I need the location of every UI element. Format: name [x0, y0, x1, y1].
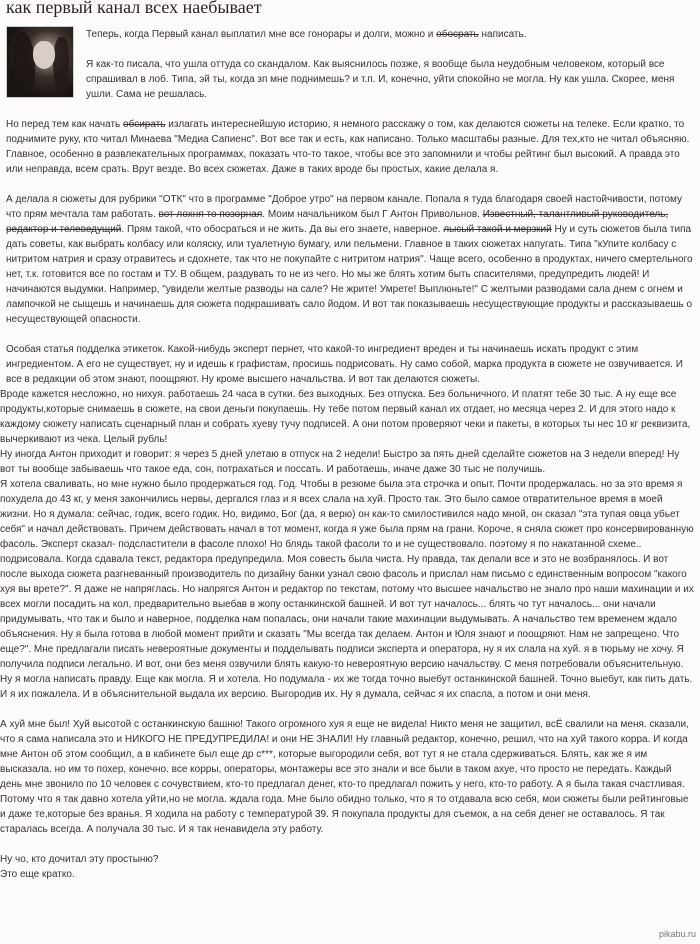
paragraph: А делала я сюжеты для рубрики "ОТК" что в программе "Доброе утро" на первом канале. Попала я туда благодаря своей настойчивости, потому что прям мечтала там работать. вот лохня то позорная. Моим начальником был Г Антон Привольнов. Известный, талантливый руководитель, редактор и телеведущий. Прям такой, что обосраться и не жить. Да вы его знаете, наверное. лысый такой и мерзкий Ну и суть сюжетов была типа дать советы, как выбрать колбасу или коляску, или туалетную бумагу, или пельмени. Главное в таких сюжетах напугать. Типа "кУпите колбасу с нитритом натрия и сразу отравитесь и сдохнете, так что не покупайте с нитритом натрия". Чаще всего, особенно в продуктах, ничего смертельного нет, т.к. готовится все по гостам и ТУ. В общем, раздувать то не из чего. Но мы же блять хотим быть спасителями, предупредить людей! И начинаются выдумки. Например, "увидели желтые разводы на сале? Не жрите! Умрете! Выплюньте!" С желтыми разводами сала днем с огнем и лампочкой не сыщешь и начинаешь для сюжета подкрашивать сало йодом. И вот так показываешь несуществующие продукты и рассказываешь о несуществующей опасности.	[6, 194, 693, 325]
paragraph: Особая статья подделка этикеток. Какой-нибудь эксперт пернет, что какой-то ингредиент вреден и ты начинаешь искать продукт с этим ингредиентом. А его не существует, ну и идешь к графистам, просишь подрисовать. Ну само собой, марка продукта в сюжете не озвучивается. И все в редакции об этом знают, поощряют. Ну кроме высшего начальства. И вот так делаются сюжеты.	[6, 344, 683, 385]
paragraph: Но перед тем как начать обсирать излагать интереснейшую историю, я немного расскажу о том, как делаются сюжеты на телеке. Если кратко, то поднимите руку, кто читал Минаева "Медиа Сапиенс". Вот все так и есть, как написано. Только масштабы разные. Для тех,кто не читал объясняю. Главное, особенно в развлекательных программах, показать что-то такое, чтобы все это запомнили и чтобы рейтинг был высокий. А правда это или неправда, всем срать. Врут везде. Во всех сюжетах. Даже в таких вроде бы простых, какие делала я.	[6, 119, 690, 175]
paragraph: Ну чо, кто дочитал эту простыню?	[0, 854, 159, 865]
post-body	[0, 26, 696, 882]
paragraph-intro: Теперь, когда Первый канал выплатил мне все гонорары и долги, можно и обосрать написать.	[86, 29, 527, 40]
paragraph: Это еще кратко.	[0, 869, 75, 880]
paragraph: Ну иногда Антон приходит и говорит: я через 5 дней улетаю в отпуск на 2 недели! Быстро за пять дней сделайте сюжетов на 3 недели вперед! Ну вот ты вообще забываешь что такое еда, сон, потрахаться и поссать. И работаешь, иначе даже 30 тыс не получишь.	[0, 449, 680, 475]
paragraph: Я хотела сваливать, но мне нужно было продержаться год. Год. Чтобы в резюме была эта строчка и опыт. Почти продержалась. но за это время я похудела до 43 кг, у меня закончились нервы, дергался глаз и я всех слала на хуй. Просто так. Это было самое отвратительное время в моей жизни. Но я думала: сейчас, годик, всего годик. Но, видимо, Бог (да, я верю) он как-то смилостивился надо мной, он сказал "эта тупая овца убьет себя" и начал действовать. Причем действовать начал в тот момент, когда я уже была прям на грани. Короче, я сняла сюжет про консервированную фасоль. Эксперт сказал- подсластители в фасоле плохо! Но блядь такой фасоли то и не существовало. поэтому я по накатанной схеме.. подрисовала. Когда сдавала текст, редактора предупредила. Моя совесть была чиста. Ну правда, так делали все и это не возбранялось. И вот после выхода сюжета разгневанный производитель по дизайну банки узнал свою фасоль и прислал нам письмо с единственным вопросом "какого хуя вы врете?". Я даже не напряглась. Но напрягся Антон и редактор по текстам, потому что высшее начальство не знало про наши махинации и их всех могли посадить на кол, предварительно выебав в жопу останкинской башней. И вот тут началось... блять чо тут началось... они начали придумывать, что так и было и наверное, подделка нам попалась, они начали такие махинации выдумывать. А начальство тем временем ждало объяснения. Ну я была готова в любой момент прийти и сказать "Мы всегда так делаем. Антон и Юля знают и поощряют. Нам не запрещено. Что еще?". Мне предлагали писать невероятные документы и подделывать подписи эксперта и оператора, ну я их слала на хуй. я в тюрьму не хочу. Я получила подписи легально. И вот, они без меня озвучили блять какую-то невероятную версию начальству. С меня потребовали объяснительную. Ну я могла написать правду. Еще как могла. Я и хотела. Но подумала - их же тогда точно выебут останкинской башней. Точно выебут, как пить дать. И я их пожалела. И в объяснительной выдала их версию. Выгородив их. Ну я думала, сейчас я их спасла, а потом и они меня.	[0, 479, 694, 700]
paragraph: Вроде кажется несложно, но нихуя. работаешь 24 часа в сутки. без выходных. Без отпуска. Без больничного. И платят тебе 30 тыс. А ну еще все продукты,которые снимаешь в сюжете, на свои деньги покупаешь. Ну тебе потом первый канал их отдает, но месяца через 2. И для этого надо к каждому сюжету написать сценарный план и собрать хуеву тучу подписей. А они потом проверяют чеки и пакеты, в которых ты нес 10 кг реквизита, вычеркивают из чека. Целый рубль!	[0, 389, 691, 445]
paragraph: А хуй мне был! Хуй высотой с останкинскую башню! Такого огромного хуя я еще не видела! Никто меня не защитил, всЁ свалили на меня. сказали, что я сама написала это и НИКОГО НЕ ПРЕДУПРЕДИЛА! и они НЕ ЗНАЛИ! Ну главный редактор, конечно, решил, что на хуй такого корра. И когда мне Антон об этом сообщил, а в кабинете был еще др с***, которые выгородили себя, вот тут я не стала сдерживаться. Блять, как же я им высказала. но им то похер, конечно. все корры, операторы, монтажеры все это знали и все были в таком ахуе, что просто не передать. Каждый день мне звонило по 10 человек с сочувствием, кто-то предлагал денег, кто-то предлагал пожить у него, кто-то работу. А я была такая счастливая. Потому что я так давно хотела уйти,но не могла. ждала года. Мне было обидно только, что я то отдавала всю себя, мои сюжеты были рейтинговые и даже те,которые без вранья. Я ходила на работу с температурой 39. Я покупала продукты для съемок, а на себя денег не оставалось. Я так старалась всегда. А получала 30 тыс. И я так ненавидела эту работу.	[0, 719, 689, 835]
post-title: как первый канал всех наебывает	[6, 0, 262, 17]
watermark: pikabu.ru	[658, 929, 696, 939]
paragraph: Я как-то писала, что ушла оттуда со скандалом. Как выяснилось позже, я вообще была неудобным человеком, который все спрашивал в лоб. Типа, эй ты, когда зп мне поднимешь? и т.п. И, конечно, уйти спокойно не могла. Ну как ушла. Скорее, меня ушли. Сама не решалась.	[86, 59, 675, 100]
